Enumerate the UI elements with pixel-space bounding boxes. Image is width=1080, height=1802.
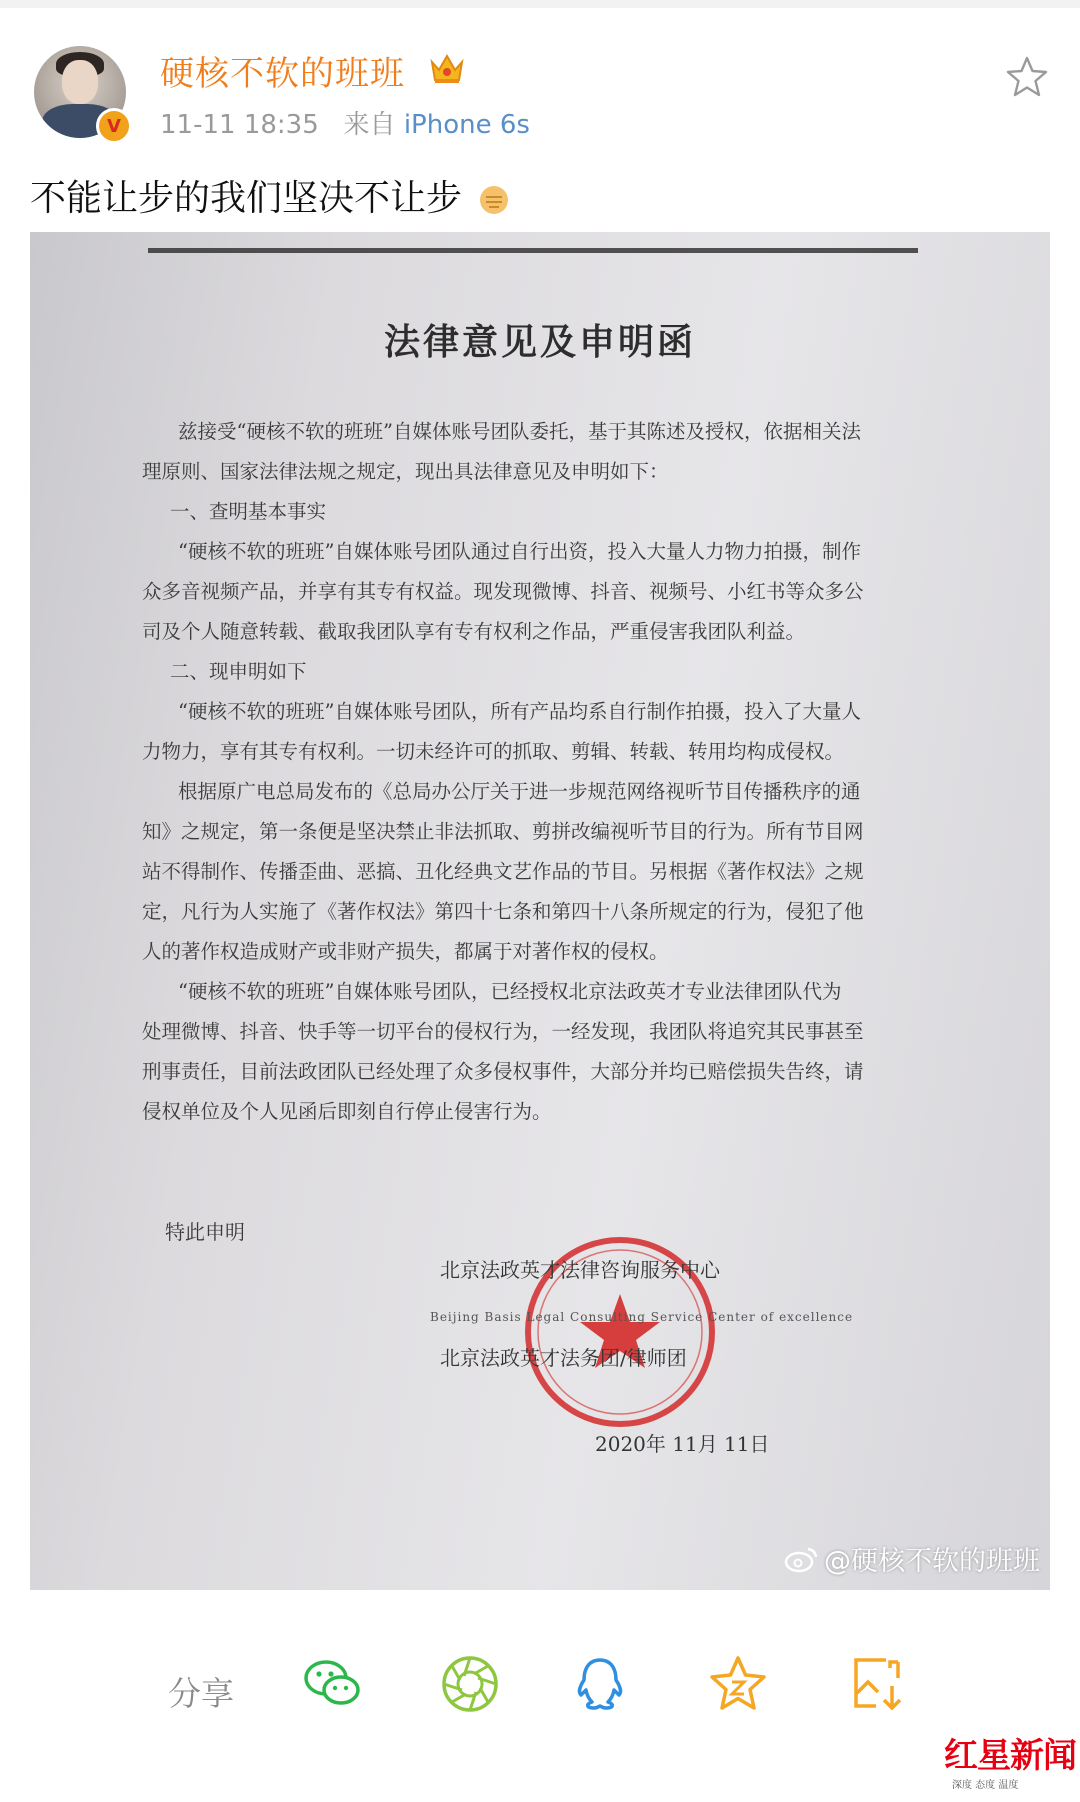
screenshot-icon[interactable] — [846, 1652, 910, 1716]
document-line: 定，凡行为人实施了《著作权法》第四十七条和第四十八条所规定的行为，侵犯了他 — [142, 900, 864, 923]
post-text-content: 不能让步的我们坚决不让步 — [30, 178, 463, 219]
document-date: 2020年 11月 11日 — [595, 1432, 770, 1456]
document-line: 刑事责任，目前法政团队已经处理了众多侵权事件，大部分并均已赔偿损失告终，请 — [142, 1060, 864, 1083]
document-line: 人的著作权造成财产或非财产损失，都属于对著作权的侵权。 — [142, 940, 669, 963]
wechat-icon[interactable] — [300, 1652, 364, 1716]
document-line: 力物力，享有其专有权利。一切未经许可的抓取、剪辑、转载、转用均构成侵权。 — [142, 740, 845, 763]
document-line: 一、查明基本事实 — [170, 500, 327, 523]
post-time: 11-11 18:35 — [160, 110, 319, 140]
weibo-logo-icon — [784, 1545, 818, 1573]
document-line: 知》之规定，第一条便是坚决禁止非法抓取、剪拼改编视听节目的行为。所有节目网 — [142, 820, 864, 843]
document-line: “硬核不软的班班”自媒体账号团队通过自行出资，投入大量人力物力拍摄，制作 — [178, 540, 861, 563]
document-line: 侵权单位及个人见函后即刻自行停止侵害行为。 — [142, 1100, 552, 1123]
top-divider — [0, 0, 1080, 8]
document-closing: 特此申明 — [165, 1220, 245, 1244]
qq-icon[interactable] — [568, 1652, 632, 1716]
document-line: 处理微博、抖音、快手等一切平台的侵权行为，一经发现，我团队将追究其民事甚至 — [142, 1020, 864, 1043]
moments-icon[interactable] — [438, 1652, 502, 1716]
vip-crown-icon — [428, 50, 466, 86]
document-line: “硬核不软的班班”自媒体账号团队，所有产品均系自行制作拍摄，投入了大量人 — [178, 700, 861, 723]
verified-badge-icon: V — [96, 108, 132, 144]
document-body — [142, 412, 978, 1132]
favorite-icon[interactable] — [706, 1652, 770, 1716]
document-line: 站不得制作、传播歪曲、恶搞、丑化经典文艺作品的节目。另根据《著作权法》之规 — [142, 860, 864, 883]
image-watermark — [784, 1539, 1040, 1578]
document-line: “硬核不软的班班”自媒体账号团队，已经授权北京法政英才专业法律团队代为 — [178, 980, 842, 1003]
brand-name: 红星新闻 — [944, 1736, 1076, 1776]
fist-emoji-icon — [477, 183, 511, 217]
document-line: 理原则、国家法律法规之规定，现出具法律意见及申明如下： — [142, 460, 669, 483]
document-top-rule — [148, 248, 918, 253]
favorite-star-icon[interactable] — [1004, 54, 1050, 100]
author-name[interactable]: 硬核不软的班班 — [160, 54, 405, 94]
document-title: 法律意见及申明函 — [383, 321, 696, 363]
post-meta — [160, 104, 530, 141]
avatar-face — [62, 60, 98, 104]
document-line: 司及个人随意转载、截取我团队享有专有权利之作品，严重侵害我团队利益。 — [142, 620, 806, 643]
signatory-team: 北京法政英才法务团/律师团 — [440, 1346, 687, 1370]
brand-tagline: 深度 态度 温度 — [952, 1780, 1019, 1791]
document-line: 根据原广电总局发布的《总局办公厅关于进一步规范网络视听节目传播秩序的通 — [178, 780, 861, 803]
watermark-text: @硬核不软的班班 — [824, 1546, 1040, 1577]
document-line: 兹接受“硬核不软的班班”自媒体账号团队委托，基于其陈述及授权，依据相关法 — [178, 420, 861, 443]
share-label: 分享 — [168, 1674, 234, 1713]
post-image[interactable] — [30, 232, 1050, 1590]
post-text — [30, 170, 511, 221]
document-line: 二、现申明如下 — [170, 660, 307, 683]
signatory-en: Beijing Basis Legal Consulting Service Center of excellence — [430, 1310, 854, 1324]
source-prefix: 来自 — [343, 110, 396, 140]
source-device-link[interactable]: iPhone 6s — [403, 110, 530, 140]
red-star-news-logo — [944, 1728, 1074, 1798]
signatory-cn: 北京法政英才法律咨询服务中心 — [440, 1258, 720, 1282]
document-line: 众多音视频产品，并享有其专有权益。现发现微博、抖音、视频号、小红书等众多公 — [142, 580, 864, 603]
